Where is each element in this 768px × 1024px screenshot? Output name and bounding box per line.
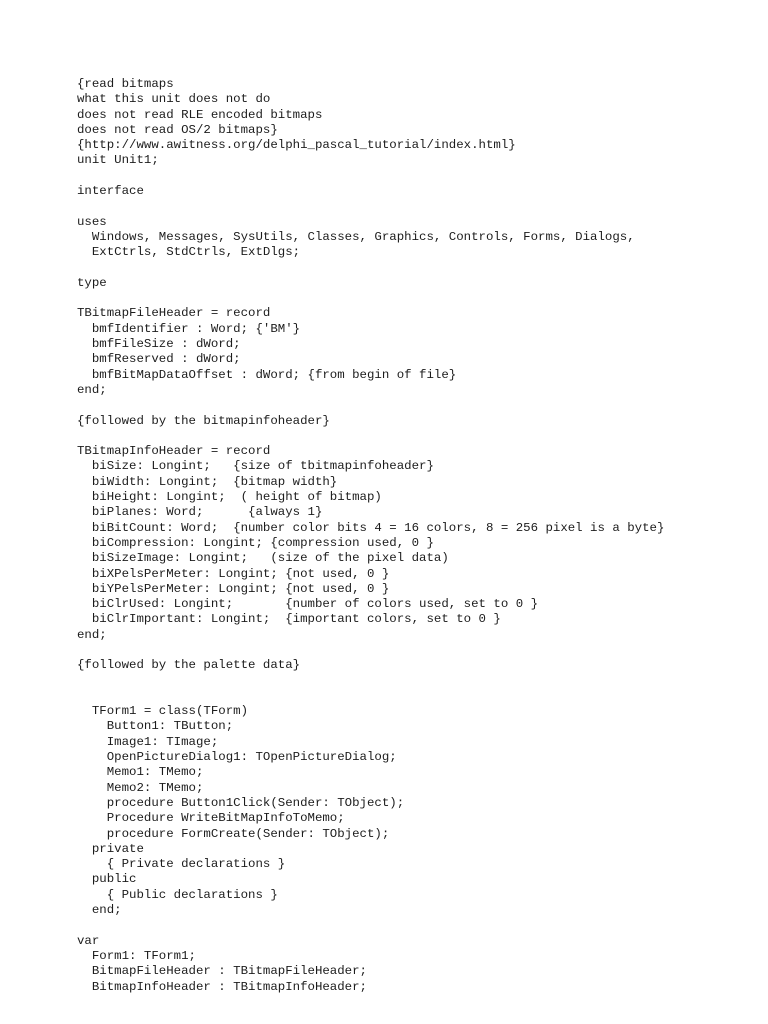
code-line: does not read OS/2 bitmaps} (77, 122, 278, 137)
code-line: end; (77, 903, 122, 918)
code-line: biClrImportant: Longint; {important colors, set to 0 } (77, 612, 501, 627)
code-line: private (77, 841, 144, 856)
code-line: var (77, 933, 100, 948)
code-line: uses (77, 214, 107, 229)
code-line (77, 429, 748, 444)
code-line (77, 689, 748, 704)
code-line: public (77, 872, 137, 887)
code-line: Button1: TButton; (77, 719, 234, 734)
code-line: does not read RLE encoded bitmaps (77, 107, 323, 122)
code-line: { Private declarations } (77, 857, 286, 872)
code-line: { Public declarations } (77, 887, 278, 902)
code-line: Memo2: TMemo; (77, 780, 204, 795)
code-line: bmfBitMapDataOffset : dWord; {from begin of file} (77, 367, 457, 382)
code-line (77, 674, 748, 689)
code-line: unit Unit1; (77, 153, 159, 168)
code-line: biCompression: Longint; {compression used, 0 } (77, 535, 434, 550)
code-line: {followed by the bitmapinfoheader} (77, 413, 330, 428)
code-line (77, 643, 748, 658)
code-line: biHeight: Longint; ( height of bitmap) (77, 490, 382, 505)
code-line: Memo1: TMemo; (77, 765, 204, 780)
code-line: TBitmapInfoHeader = record (77, 444, 271, 459)
code-line: OpenPictureDialog1: TOpenPictureDialog; (77, 750, 397, 765)
code-line: Image1: TImage; (77, 734, 219, 749)
code-line: biXPelsPerMeter: Longint; {not used, 0 } (77, 566, 390, 581)
code-line: bmfReserved : dWord; (77, 352, 241, 367)
code-line: biSize: Longint; {size of tbitmapinfoheader} (77, 459, 434, 474)
code-line: Windows, Messages, SysUtils, Classes, Graphics, Controls, Forms, Dialogs, (77, 229, 635, 244)
code-line: end; (77, 382, 107, 397)
code-line (77, 261, 748, 276)
code-line: procedure Button1Click(Sender: TObject); (77, 795, 405, 810)
code-line: ExtCtrls, StdCtrls, ExtDlgs; (77, 245, 301, 260)
code-line (77, 398, 748, 413)
code-line: biYPelsPerMeter: Longint; {not used, 0 } (77, 581, 390, 596)
code-line (77, 918, 748, 933)
code-line: {read bitmaps (77, 77, 174, 91)
code-line: bmfFileSize : dWord; (77, 337, 241, 352)
code-line: end; (77, 627, 107, 642)
code-line: {http://www.awitness.org/delphi_pascal_tutorial/index.html} (77, 138, 516, 153)
code-line (77, 169, 748, 184)
code-line: TForm1 = class(TForm) (77, 704, 249, 719)
code-line (77, 291, 748, 306)
code-line: type (77, 275, 107, 290)
code-line: BitmapFileHeader : TBitmapFileHeader; (77, 964, 367, 979)
code-line: biWidth: Longint; {bitmap width} (77, 474, 338, 489)
code-line: bmfIdentifier : Word; {'BM'} (77, 321, 301, 336)
code-line: BitmapInfoHeader : TBitmapInfoHeader; (77, 979, 367, 994)
code-line: what this unit does not do (77, 92, 271, 107)
code-line: Procedure WriteBitMapInfoToMemo; (77, 811, 345, 826)
code-line: procedure FormCreate(Sender: TObject); (77, 826, 390, 841)
code-line: biPlanes: Word; {always 1} (77, 505, 323, 520)
code-document (77, 77, 748, 995)
code-line: TBitmapFileHeader = record (77, 306, 271, 321)
code-line: Form1: TForm1; (77, 948, 196, 963)
code-line: biClrUsed: Longint; {number of colors used, set to 0 } (77, 597, 539, 612)
code-line: biBitCount: Word; {number color bits 4 = 16 colors, 8 = 256 pixel is a byte} (77, 520, 665, 535)
code-line: biSizeImage: Longint; (size of the pixel data) (77, 551, 449, 566)
code-line: interface (77, 184, 144, 199)
code-line: {followed by the palette data} (77, 658, 301, 673)
code-line (77, 199, 748, 214)
